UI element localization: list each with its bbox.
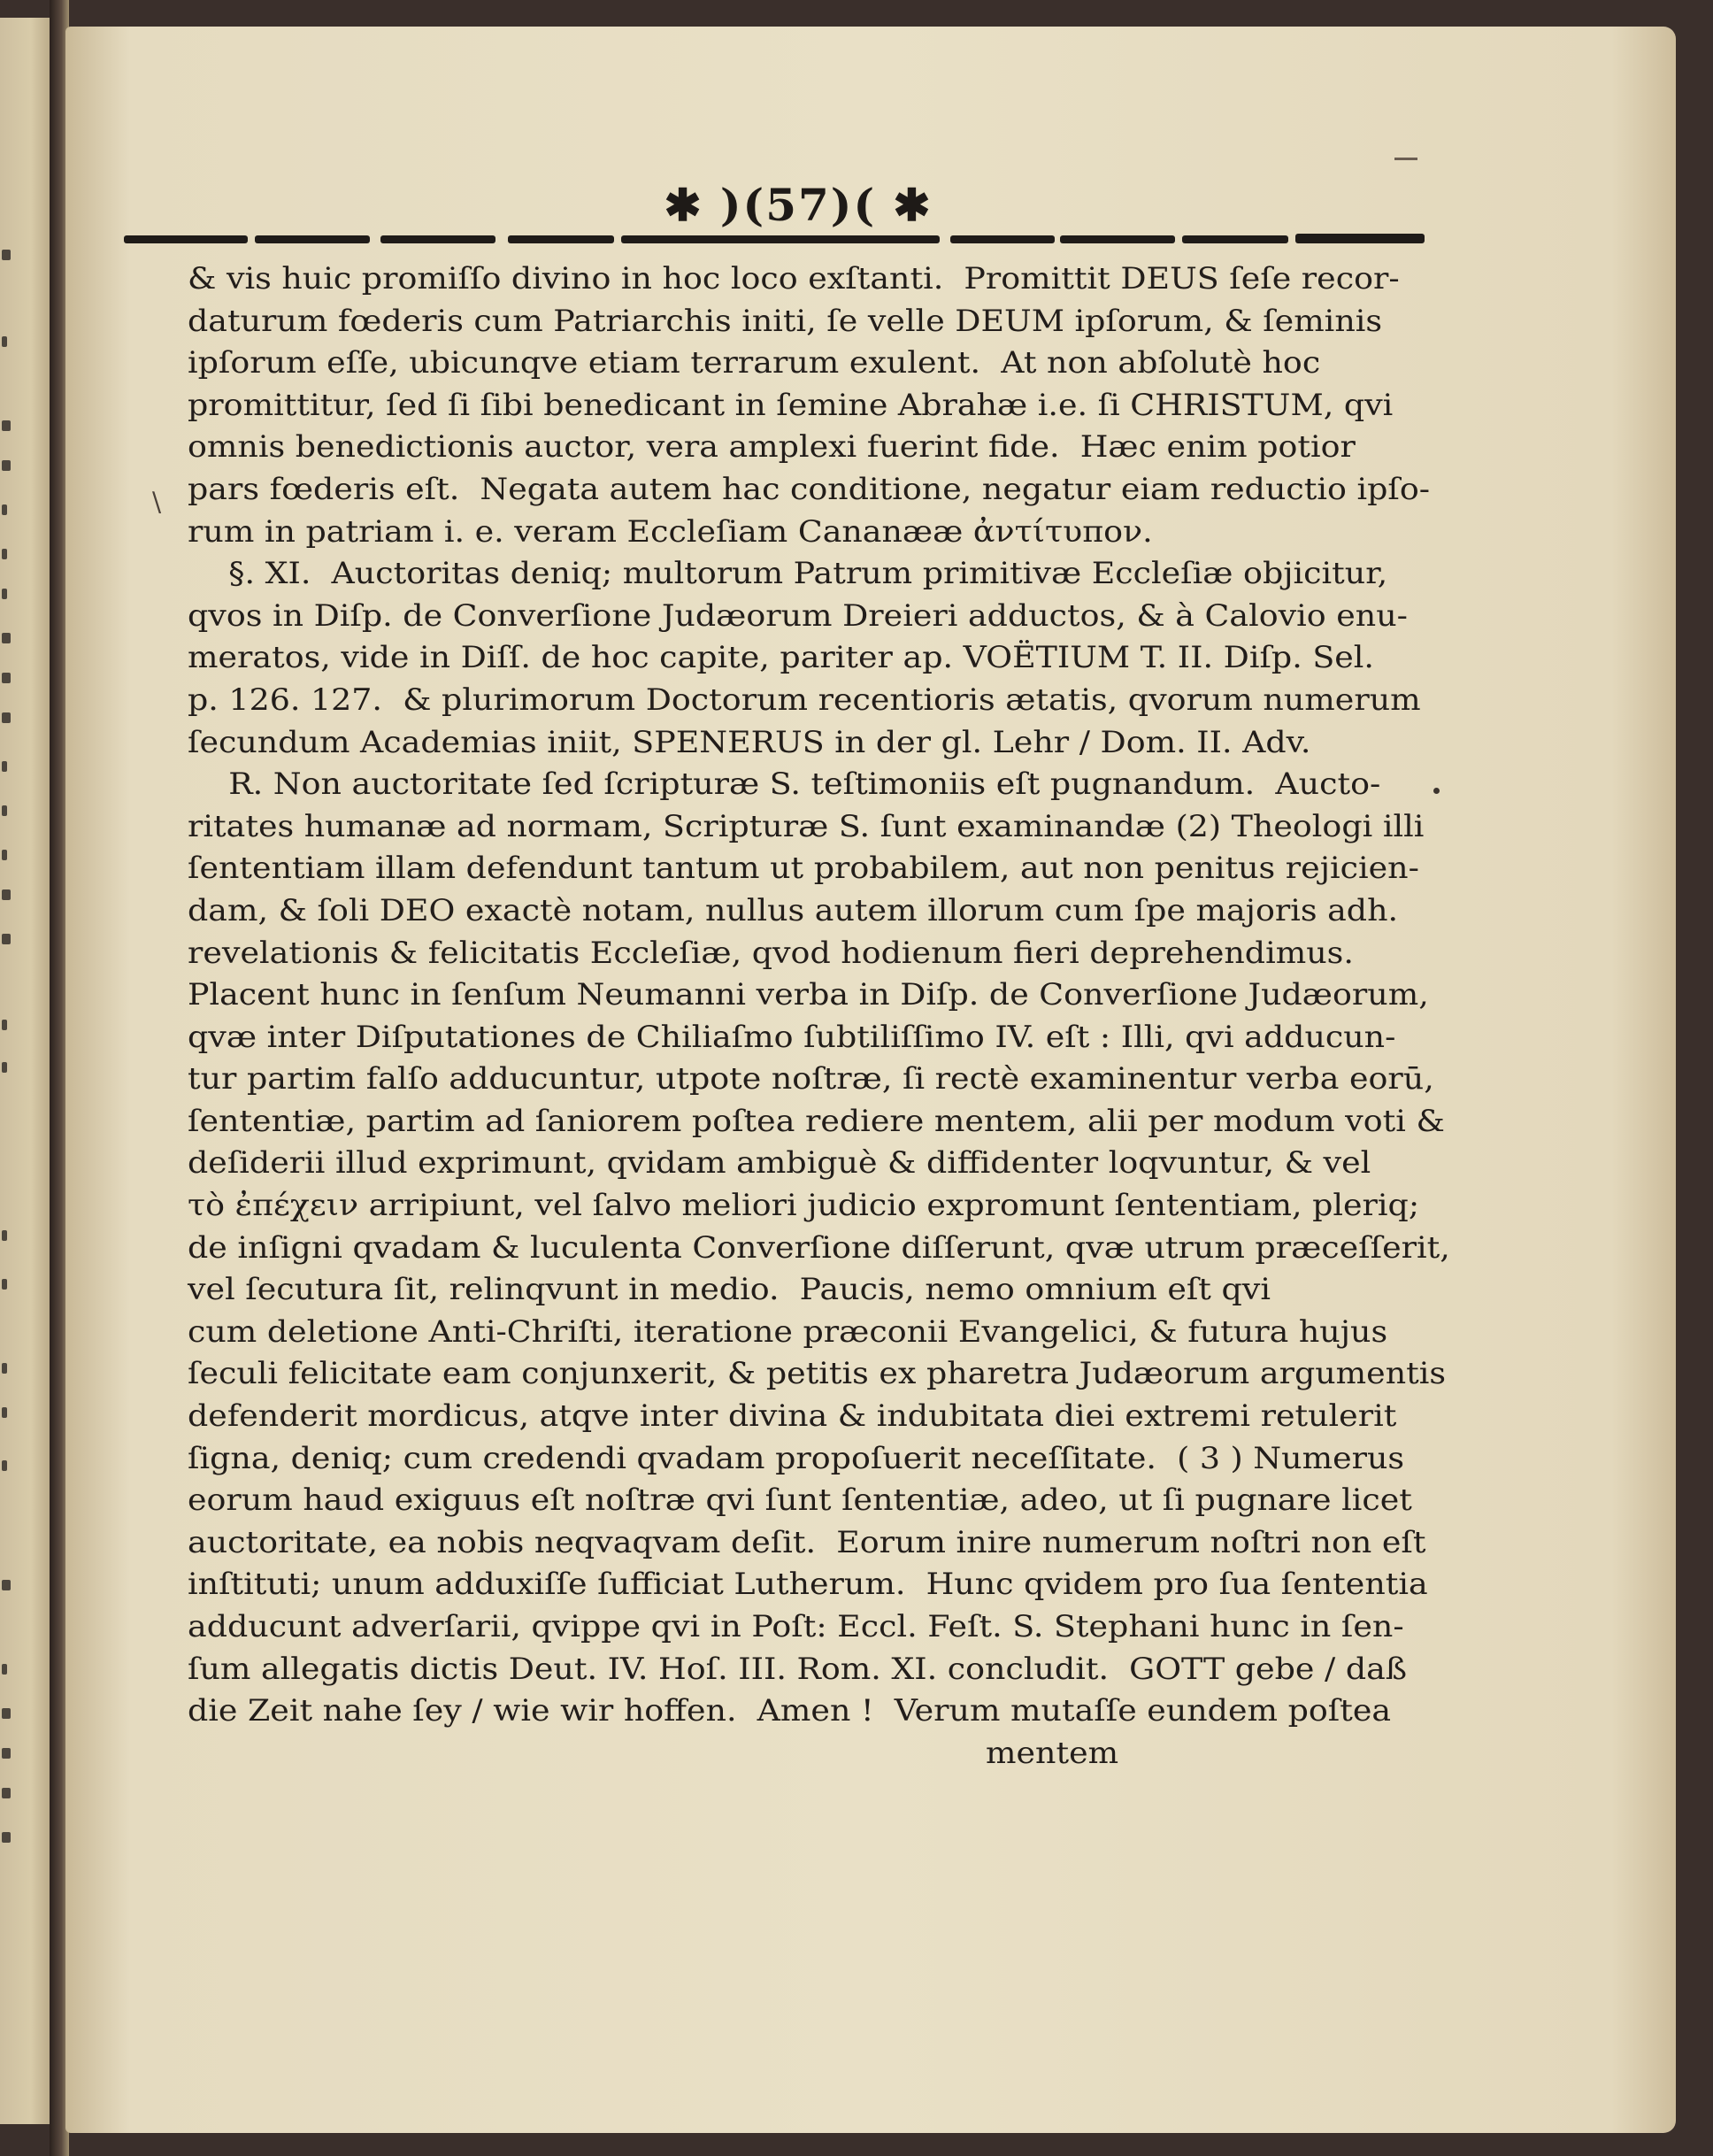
text-line: vel ſecutura ſit, relinqvunt in medio. Paucis, nemo omnium eſt qvi [188,1272,1271,1308]
facing-page-fragment [2,1748,11,1759]
text-line: τὸ ἐπέχειν arripiunt, vel ſalvo meliori judicio expromunt ſententiam, pleriq; [188,1188,1420,1224]
facing-page-fragment [2,1279,7,1290]
facing-page-fragment [2,1832,11,1843]
header-rule [508,235,614,243]
text-line: defenderit mordicus, atqve inter divina & indubitata diei extremi retulerit [188,1398,1397,1435]
facing-page-fragment [2,1363,7,1374]
text-line: eorum haud exiguus eſt noſtræ qvi ſunt ſententiæ, adeo, ut ſi pugnare licet [188,1482,1412,1519]
margin-mark: \ [152,487,162,518]
facing-page-fragment [2,250,11,260]
text-line: de inſigni qvadam & luculenta Converſione diſſerunt, qvæ utrum præceſſerit, [188,1229,1450,1266]
facing-page-fragment [2,1708,11,1719]
text-line: ſum allegatis dictis Deut. IV. Hoſ. III. Rom. XI. concludit. GOTT gebe / daß [188,1651,1408,1687]
text-line: qvos in Diſp. de Converſione Judæorum Dreieri adductos, & à Calovio enu- [188,597,1408,634]
facing-page-fragment [2,589,7,599]
text-line: Placent hunc in ſenſum Neumanni verba in Diſp. de Converſione Judæorum, [188,977,1429,1013]
facing-page-fragment [2,712,11,723]
facing-page-fragment [2,1664,7,1675]
text-line: promittitur, ſed ſi ſibi benedicant in ſemine Abrahæ i.e. ſi CHRISTUM, qvi [188,387,1394,423]
header-rule [621,235,940,243]
text-line: meratos, vide in Diſſ. de hoc capite, pariter ap. VOËTIUM T. II. Diſp. Sel. [188,640,1375,676]
text-line: pars fœderis eſt. Negata autem hac conditione, negatur eiam reductio ipſo- [188,471,1431,507]
text-line: ſententiæ, partim ad ſaniorem poſtea rediere mentem, alii per modum voti & [188,1103,1445,1139]
text-line: tur partim falſo adducuntur, utpote noſtræ, ſi rectè examinentur verba eorū, [188,1061,1434,1097]
facing-page-fragment [2,460,11,471]
text-line: inſtituti; unum adduxiſſe ſufficiat Lutherum. Hunc qvidem pro ſua ſententia [188,1567,1428,1603]
text-line: ſecundum Academias iniit, SPENERUS in der gl. Lehr / Dom. II. Adv. [188,724,1311,760]
text-line: rum in patriam i. e. veram Eccleſiam Cananææ ἀντίτυπον. [188,513,1153,550]
text-line: omnis benedictionis auctor, vera amplexi fuerint fide. Hæc enim potior [188,429,1356,466]
facing-page-fragment [2,633,11,643]
header-rule [1295,234,1425,243]
header-rule [1060,235,1175,243]
facing-page-edge [0,18,51,2124]
page-number: ✱ )(57)( ✱ [664,179,933,231]
book-page [65,27,1676,2133]
text-line: cum deletione Anti-Chriſti, iteratione præconii Evangelici, & futura hujus [188,1313,1388,1350]
facing-page-fragment [2,1230,7,1241]
text-line: dam, & ſoli DEO exactè notam, nullus autem illorum cum ſpe majoris adh. [188,892,1399,928]
facing-page-fragment [2,850,7,860]
header-rule [124,235,248,243]
header-rule [255,235,370,243]
text-line: die Zeit nahe ſey / wie wir hoffen. Amen ! Verum mutaſſe eundem poſtea [188,1693,1392,1729]
text-line: deſiderii illud exprimunt, qvidam ambiguè & diffidenter loqvuntur, & vel [188,1145,1371,1182]
text-line: ſententiam illam defendunt tantum ut probabilem, aut non penitus rejicien- [188,851,1419,887]
text-line: ritates humanæ ad normam, Scripturæ S. ſunt examinandæ (2) Theologi illi [188,808,1425,844]
text-line: ſigna, deniq; cum credendi qvadam propoſuerit neceſſitate. ( 3 ) Numerus [188,1440,1405,1476]
text-line: ipſorum eſſe, ubicunqve etiam terrarum exulent. At non abſolutè hoc [188,345,1321,381]
facing-page-fragment [2,549,7,559]
facing-page-fragment [2,673,11,683]
facing-page-fragment [2,504,7,515]
facing-page-fragment [2,934,11,944]
header-rule [380,235,495,243]
facing-page-fragment [2,1407,7,1418]
page-header [65,159,1676,230]
text-line: R. Non auctoritate ſed ſcripturæ S. teſtimoniis eſt pugnandum. Aucto- [188,766,1381,803]
text-line: qvæ inter Diſputationes de Chiliaſmo ſubtiliſſimo IV. eſt : Illi, qvi adducun- [188,1019,1396,1055]
facing-page-fragment [2,1062,7,1073]
text-line: §. XI. Auctoritas deniq; multorum Patrum primitivæ Eccleſiæ objicitur, [188,556,1388,592]
facing-page-fragment [2,420,11,431]
text-line: ſeculi felicitate eam conjunxerit, & petitis ex pharetra Judæorum argumentis [188,1356,1447,1392]
text-line: auctoritate, ea nobis neqvaqvam deſit. Eorum inire numerum noſtri non eſt [188,1524,1426,1560]
text-line: daturum fœderis cum Patriarchis initi, ſe velle DEUM ipſorum, & ſeminis [188,303,1383,339]
text-line: & vis huic promiſſo divino in hoc loco exſtanti. Promittit DEUS ſeſe recor- [188,261,1400,296]
body-text [188,258,1456,1775]
facing-page-fragment [2,1460,7,1471]
text-line: mentem [188,1735,1119,1771]
facing-page-fragment [2,761,7,772]
facing-page-fragment [2,889,11,900]
text-line: p. 126. 127. & plurimorum Doctorum recentioris ætatis, qvorum numerum [188,681,1421,718]
facing-page-fragment [2,1580,11,1590]
facing-page-fragment [2,1788,11,1798]
header-rule [950,235,1055,243]
text-line: revelationis & felicitatis Eccleſiæ, qvod hodienum fieri deprehendimus. [188,935,1354,971]
facing-page-fragment [2,805,7,816]
facing-page-fragment [2,1020,7,1030]
facing-page-fragment [2,336,7,347]
text-line: adducunt adverſarii, qvippe qvi in Poſt: Eccl. Feſt. S. Stephani hunc in ſen- [188,1609,1404,1644]
header-rule [1182,235,1288,243]
